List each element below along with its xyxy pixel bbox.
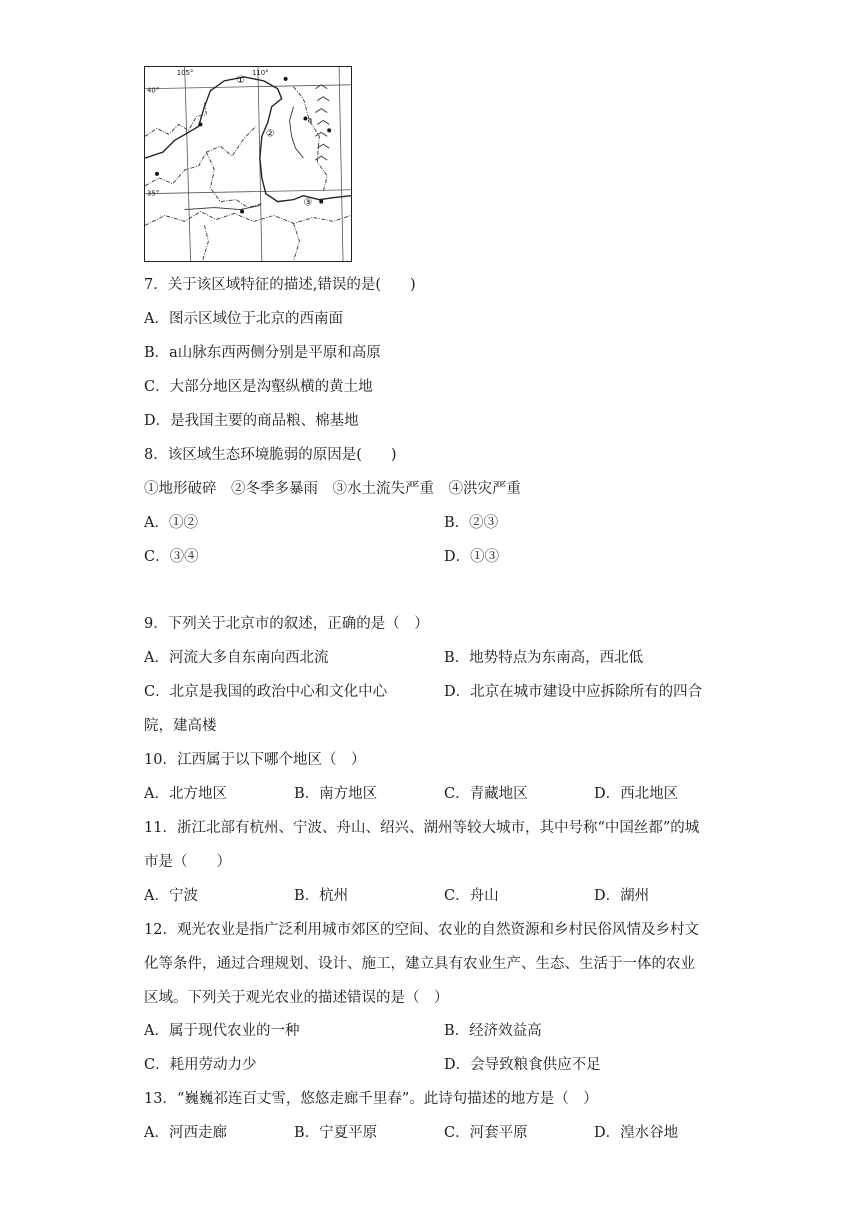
q7-option-b: B．a山脉东西两侧分别是平原和高原 <box>144 345 381 361</box>
question-8-stem: 8．该区域生态环境脆弱的原因是( ) <box>144 447 397 463</box>
q10-option-d: D．西北地区 <box>594 786 679 802</box>
q11-option-d: D．湖州 <box>594 888 650 904</box>
q11-option-a: A．宁波 <box>144 888 198 904</box>
boundary-5 <box>294 87 328 192</box>
q13-option-c: C．河套平原 <box>444 1125 528 1141</box>
question-12-stem-line-2: 化等条件，通过合理规划、设计、施工，建立具有农业生产、生态、生活于一体的农业 <box>144 956 695 972</box>
city-dot <box>319 200 323 204</box>
city-dot <box>199 122 203 126</box>
q7-option-d: D．是我国主要的商品粮、棉基地 <box>144 413 359 429</box>
q9-option-a: A．河流大多自东南向西北流 <box>144 650 329 666</box>
lon-line-105 <box>185 67 191 261</box>
question-12-stem-line-1: 12．观光农业是指广泛利用城市郊区的空间、农业的自然资源和乡村民俗风情及乡村文 <box>144 922 699 938</box>
question-11-stem-line-1: 11．浙江北部有杭州、宁波、舟山、绍兴、湖州等较大城市，其中号称“中国丝都”的城 <box>144 820 700 836</box>
q8-option-b: B．②③ <box>444 515 499 531</box>
question-8-items: ①地形破碎 ②冬季多暴雨 ③水土流失严重 ④洪灾严重 <box>144 481 521 497</box>
q9-option-d: D．北京在城市建设中应拆除所有的四合 <box>444 684 703 700</box>
lon-line-115 <box>339 67 343 261</box>
fen-river <box>290 107 304 158</box>
boundary-4 <box>145 212 351 226</box>
region-map-svg <box>145 67 351 261</box>
q12-option-c: C．耗用劳动力少 <box>144 1057 257 1073</box>
q9-option-d-cont: 院，建高楼 <box>144 718 217 734</box>
city-dot <box>155 172 159 176</box>
city-dot <box>284 77 288 81</box>
lon-label-105: 105° <box>176 68 194 77</box>
marker-3: ③ <box>303 197 313 209</box>
question-11-stem-line-2: 市是（ ） <box>144 854 231 870</box>
boundary-2 <box>145 126 256 185</box>
lat-label-40: 40° <box>147 86 160 95</box>
question-9-stem: 9．下列关于北京市的叙述，正确的是（ ） <box>144 616 429 632</box>
q11-option-c: C．舟山 <box>444 888 499 904</box>
question-12-stem-line-3: 区域。下列关于观光农业的描述错误的是（ ） <box>144 990 449 1006</box>
question-7-stem: 7．关于该区域特征的描述,错误的是( ) <box>144 277 416 293</box>
mountain-range <box>315 85 329 160</box>
q7-option-a: A．图示区域位于北京的西南面 <box>144 311 343 327</box>
marker-1: ① <box>236 74 245 86</box>
marker-2: ② <box>265 128 275 140</box>
wei-river <box>185 206 260 210</box>
q10-option-a: A．北方地区 <box>144 786 227 802</box>
q10-option-c: C．青藏地区 <box>444 786 528 802</box>
q8-option-a: A．①② <box>144 515 198 531</box>
city-dot <box>240 210 244 214</box>
lon-label-110: 110° <box>251 68 269 77</box>
question-13-stem: 13．“巍巍祁连百丈雪，悠悠走廊千里春”。此诗句描述的地方是（ ） <box>144 1091 598 1107</box>
q10-option-b: B．南方地区 <box>294 786 378 802</box>
lat-label-35: 35° <box>147 189 160 198</box>
yellow-river <box>145 74 351 202</box>
lat-line-35 <box>145 190 351 194</box>
q12-option-d: D．会导致粮食供应不足 <box>444 1057 601 1073</box>
region-map <box>144 66 352 262</box>
q12-option-b: B．经济效益高 <box>444 1023 542 1039</box>
q11-option-b: B．杭州 <box>294 888 349 904</box>
q8-option-c: C．③④ <box>144 549 199 565</box>
q9-option-b: B．地势特点为东南高，西北低 <box>444 650 644 666</box>
boundary-7 <box>294 223 300 261</box>
q7-option-c: C．大部分地区是沟壑纵横的黄土地 <box>144 379 373 395</box>
boundary-1 <box>145 103 206 137</box>
mountain-label-a: a <box>307 115 313 125</box>
question-10-stem: 10．江西属于以下哪个地区（ ） <box>144 752 366 768</box>
city-dot <box>327 128 331 132</box>
boundary-6 <box>202 225 208 261</box>
boundary-3 <box>206 152 261 207</box>
q13-option-a: A．河西走廊 <box>144 1125 227 1141</box>
q13-option-b: B．宁夏平原 <box>294 1125 378 1141</box>
q12-option-a: A．属于现代农业的一种 <box>144 1023 300 1039</box>
q9-option-c: C．北京是我国的政治中心和文化中心 <box>144 684 388 700</box>
q8-option-d: D．①③ <box>444 549 500 565</box>
q13-option-d: D．湟水谷地 <box>594 1125 679 1141</box>
